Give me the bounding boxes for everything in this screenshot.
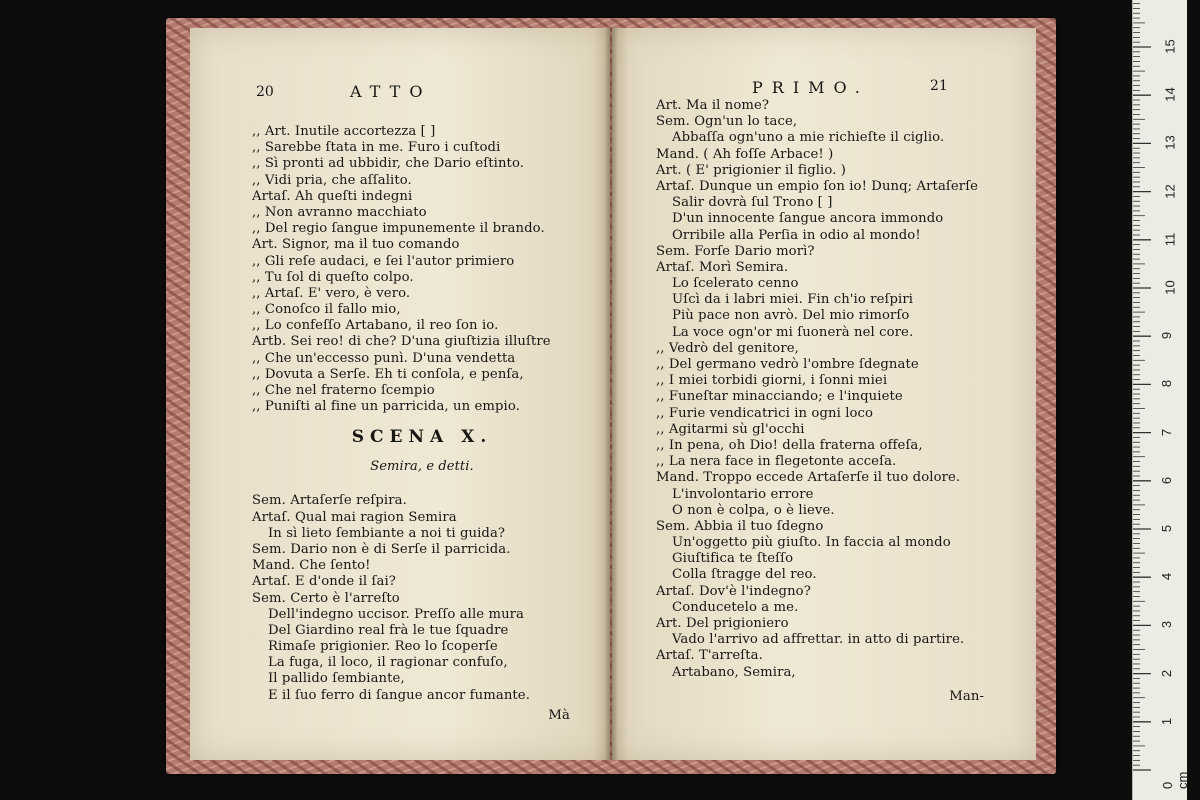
text-line: Abbaſſa ogn'uno a mie richieſte il ciglio. bbox=[672, 130, 945, 146]
scene-dialogue-block bbox=[252, 493, 592, 703]
ruler-label: 12 bbox=[1162, 183, 1178, 199]
text-line: ,, Vedrò del genitore, bbox=[656, 340, 799, 356]
text-line: Mand. Troppo eccede Artaſerſe il tuo dolore. bbox=[656, 470, 961, 486]
ruler-label: 2 bbox=[1159, 669, 1175, 677]
text-line: ,, Che un'eccesso punì. D'una vendetta bbox=[252, 350, 516, 366]
text-line: ,, Gli reſe audaci, e ſei l'autor primiero bbox=[252, 253, 515, 269]
text-line: Art. Del prigioniero bbox=[656, 616, 789, 631]
text-line: Salir dovrà ſul Trono [ ] bbox=[672, 195, 833, 211]
text-line: Vado l'arrivo ad affrettar. in atto di partire. bbox=[672, 632, 965, 648]
text-line: ,, Funeſtar minacciando; e l'inquiete bbox=[656, 389, 903, 405]
right-page bbox=[612, 28, 1036, 760]
left-page-text bbox=[252, 124, 592, 724]
text-line: Un'oggetto più giuſto. In faccia al mondo bbox=[672, 535, 951, 551]
text-line: In sì lieto ſembiante a noi ti guida? bbox=[268, 525, 506, 541]
text-line: Sem. Forſe Dario morì? bbox=[656, 243, 815, 259]
left-page bbox=[190, 28, 610, 760]
right-dialogue-block bbox=[656, 98, 1006, 681]
text-line: Artaſ. T'arreſta. bbox=[656, 648, 763, 664]
text-line: ,, Tu ſol di queſto colpo. bbox=[252, 269, 414, 285]
text-line: La voce ogn'or mi ſuonerà nel core. bbox=[672, 324, 914, 340]
text-line: La fuga, il loco, il ragionar confuſo, bbox=[268, 655, 508, 671]
ruler-label: 1 bbox=[1159, 717, 1175, 725]
text-line: ,, Del germano vedrò l'ombre ſdegnate bbox=[656, 357, 919, 372]
text-line: Artaſ. Morì Semira. bbox=[656, 259, 789, 275]
ruler-label: 5 bbox=[1159, 524, 1175, 533]
right-running-head: PRIMO. bbox=[752, 78, 869, 97]
text-line: ,, Del regio ſangue impunemente il brando. bbox=[252, 221, 545, 237]
text-line: Conducetelo a me. bbox=[672, 599, 799, 615]
text-line: ,, Furie vendicatrici in ogni loco bbox=[656, 405, 874, 421]
text-line: ,, I miei torbidi giorni, i ſonni miei bbox=[656, 373, 888, 389]
text-line: Sem. Artaſerſe reſpira. bbox=[252, 493, 407, 509]
text-line: ,, Conoſco il fallo mio, bbox=[252, 302, 401, 318]
text-line: Lo ſcelerato cenno bbox=[672, 276, 799, 292]
text-line: Giuſtifica te ſteſſo bbox=[672, 551, 794, 567]
text-line: ,, Agitarmi sù gl'occhi bbox=[656, 421, 805, 437]
left-running-head: ATTO bbox=[350, 82, 432, 101]
text-line: ,, Art. Inutile accortezza [ ] bbox=[252, 124, 436, 139]
right-catchword: Man- bbox=[949, 688, 984, 704]
scene-title: SCENA X. bbox=[351, 427, 493, 448]
ruler-label: 6 bbox=[1159, 476, 1175, 484]
ruler-ticks bbox=[1133, 0, 1187, 800]
ruler-label: 13 bbox=[1162, 135, 1178, 151]
ruler-label: 7 bbox=[1159, 428, 1175, 436]
right-page-number: 21 bbox=[930, 78, 948, 94]
text-line: ,, Che nel fraterno ſcempio bbox=[252, 383, 435, 398]
text-line: ,, In pena, oh Dio! della fraterna offeſa, bbox=[656, 437, 923, 453]
text-line: ,, Dovuta a Serſe. Eh ti conſola, e penſa, bbox=[252, 366, 524, 382]
text-line: Dell'indegno uccisor. Preſſo alle mura bbox=[268, 606, 525, 622]
ruler-label: 9 bbox=[1159, 332, 1175, 340]
text-line: Colla ſtragge del reo. bbox=[672, 567, 817, 583]
ruler-label: 10 bbox=[1162, 280, 1178, 295]
text-line: Artaſ. Dunque un empio ſon io! Dunq; Artaſerſe bbox=[656, 178, 979, 194]
text-line: ,, Lo confeſſo Artabano, il reo ſon io. bbox=[252, 318, 499, 334]
text-line: ,, Non avranno macchiato bbox=[252, 204, 427, 220]
text-line: Uſcì da i labri miei. Fin ch'io reſpiri bbox=[672, 292, 914, 308]
ruler-label: 0 cm bbox=[1160, 771, 1190, 789]
text-line: ,, Sì pronti ad ubbidir, che Dario eſtinto. bbox=[252, 156, 525, 172]
text-line: O non è colpa, o è lieve. bbox=[672, 502, 835, 518]
text-line: E il ſuo ferro di ſangue ancor fumante. bbox=[268, 687, 531, 703]
text-line: Il pallido ſembiante, bbox=[268, 671, 405, 687]
ruler-label: 15 bbox=[1162, 39, 1178, 54]
left-dialogue-block bbox=[252, 124, 592, 415]
left-catchword: Mà bbox=[548, 707, 570, 723]
text-line: ,, Vidi pria, che aſſalito. bbox=[252, 172, 412, 188]
text-line: Più pace non avrò. Del mio rimorſo bbox=[672, 308, 910, 324]
right-page-text bbox=[656, 98, 1006, 705]
text-line: Del Giardino real frà le tue ſquadre bbox=[268, 622, 509, 638]
text-line: ,, La nera face in flegetonte acceſa. bbox=[656, 454, 897, 470]
left-page-number: 20 bbox=[256, 84, 274, 100]
text-line: ,, Sarebbe ſtata in me. Furo i cuſtodi bbox=[252, 140, 501, 156]
measurement-ruler bbox=[1132, 0, 1190, 800]
text-line: Rimaſe prigionier. Reo lo ſcoperſe bbox=[268, 639, 498, 655]
text-line: Artaſ. E d'onde il ſai? bbox=[252, 574, 396, 590]
text-line: Sem. Dario non è di Serſe il parricida. bbox=[252, 541, 511, 557]
text-line: Art. Ma il nome? bbox=[656, 98, 770, 113]
text-line: ,, Artaſ. E' vero, è vero. bbox=[252, 285, 411, 301]
ruler-label: 8 bbox=[1159, 380, 1175, 388]
ruler-label: 14 bbox=[1162, 87, 1178, 102]
ruler-label: 4 bbox=[1159, 573, 1175, 581]
ruler-label: 11 bbox=[1162, 232, 1178, 247]
text-line: Artaſ. Ah queſti indegni bbox=[252, 188, 413, 204]
text-line: Sem. Abbia il tuo ſdegno bbox=[656, 518, 824, 534]
book-gutter bbox=[604, 28, 618, 760]
ruler-label: 3 bbox=[1159, 621, 1175, 629]
scene-subtitle: Semira, e detti. bbox=[370, 459, 474, 475]
text-line: Art. ( E' prigionier il figlio. ) bbox=[656, 162, 847, 178]
text-line: Sem. Certo è l'arreſto bbox=[252, 590, 400, 606]
text-line: Sem. Ogn'un lo tace, bbox=[656, 114, 798, 130]
text-line: ,, Puniſti al fine un parricida, un empio. bbox=[252, 399, 520, 415]
text-line: Artaſ. Dov'è l'indegno? bbox=[656, 583, 811, 599]
text-line: Orribile alla Perſia in odio al mondo! bbox=[672, 227, 921, 243]
text-line: Artaſ. Qual mai ragion Semira bbox=[252, 509, 457, 525]
text-line: Mand. ( Ah foſſe Arbace! ) bbox=[656, 146, 834, 162]
text-line: Art. Signor, ma il tuo comando bbox=[252, 237, 460, 253]
text-line: Artb. Sei reo! di che? D'una giuſtizia illuſtre bbox=[252, 334, 551, 350]
text-line: Artabano, Semira, bbox=[672, 664, 796, 680]
text-line: D'un innocente ſangue ancora immondo bbox=[672, 211, 944, 227]
text-line: L'involontario errore bbox=[672, 486, 814, 502]
text-line: Mand. Che ſento! bbox=[252, 558, 371, 574]
